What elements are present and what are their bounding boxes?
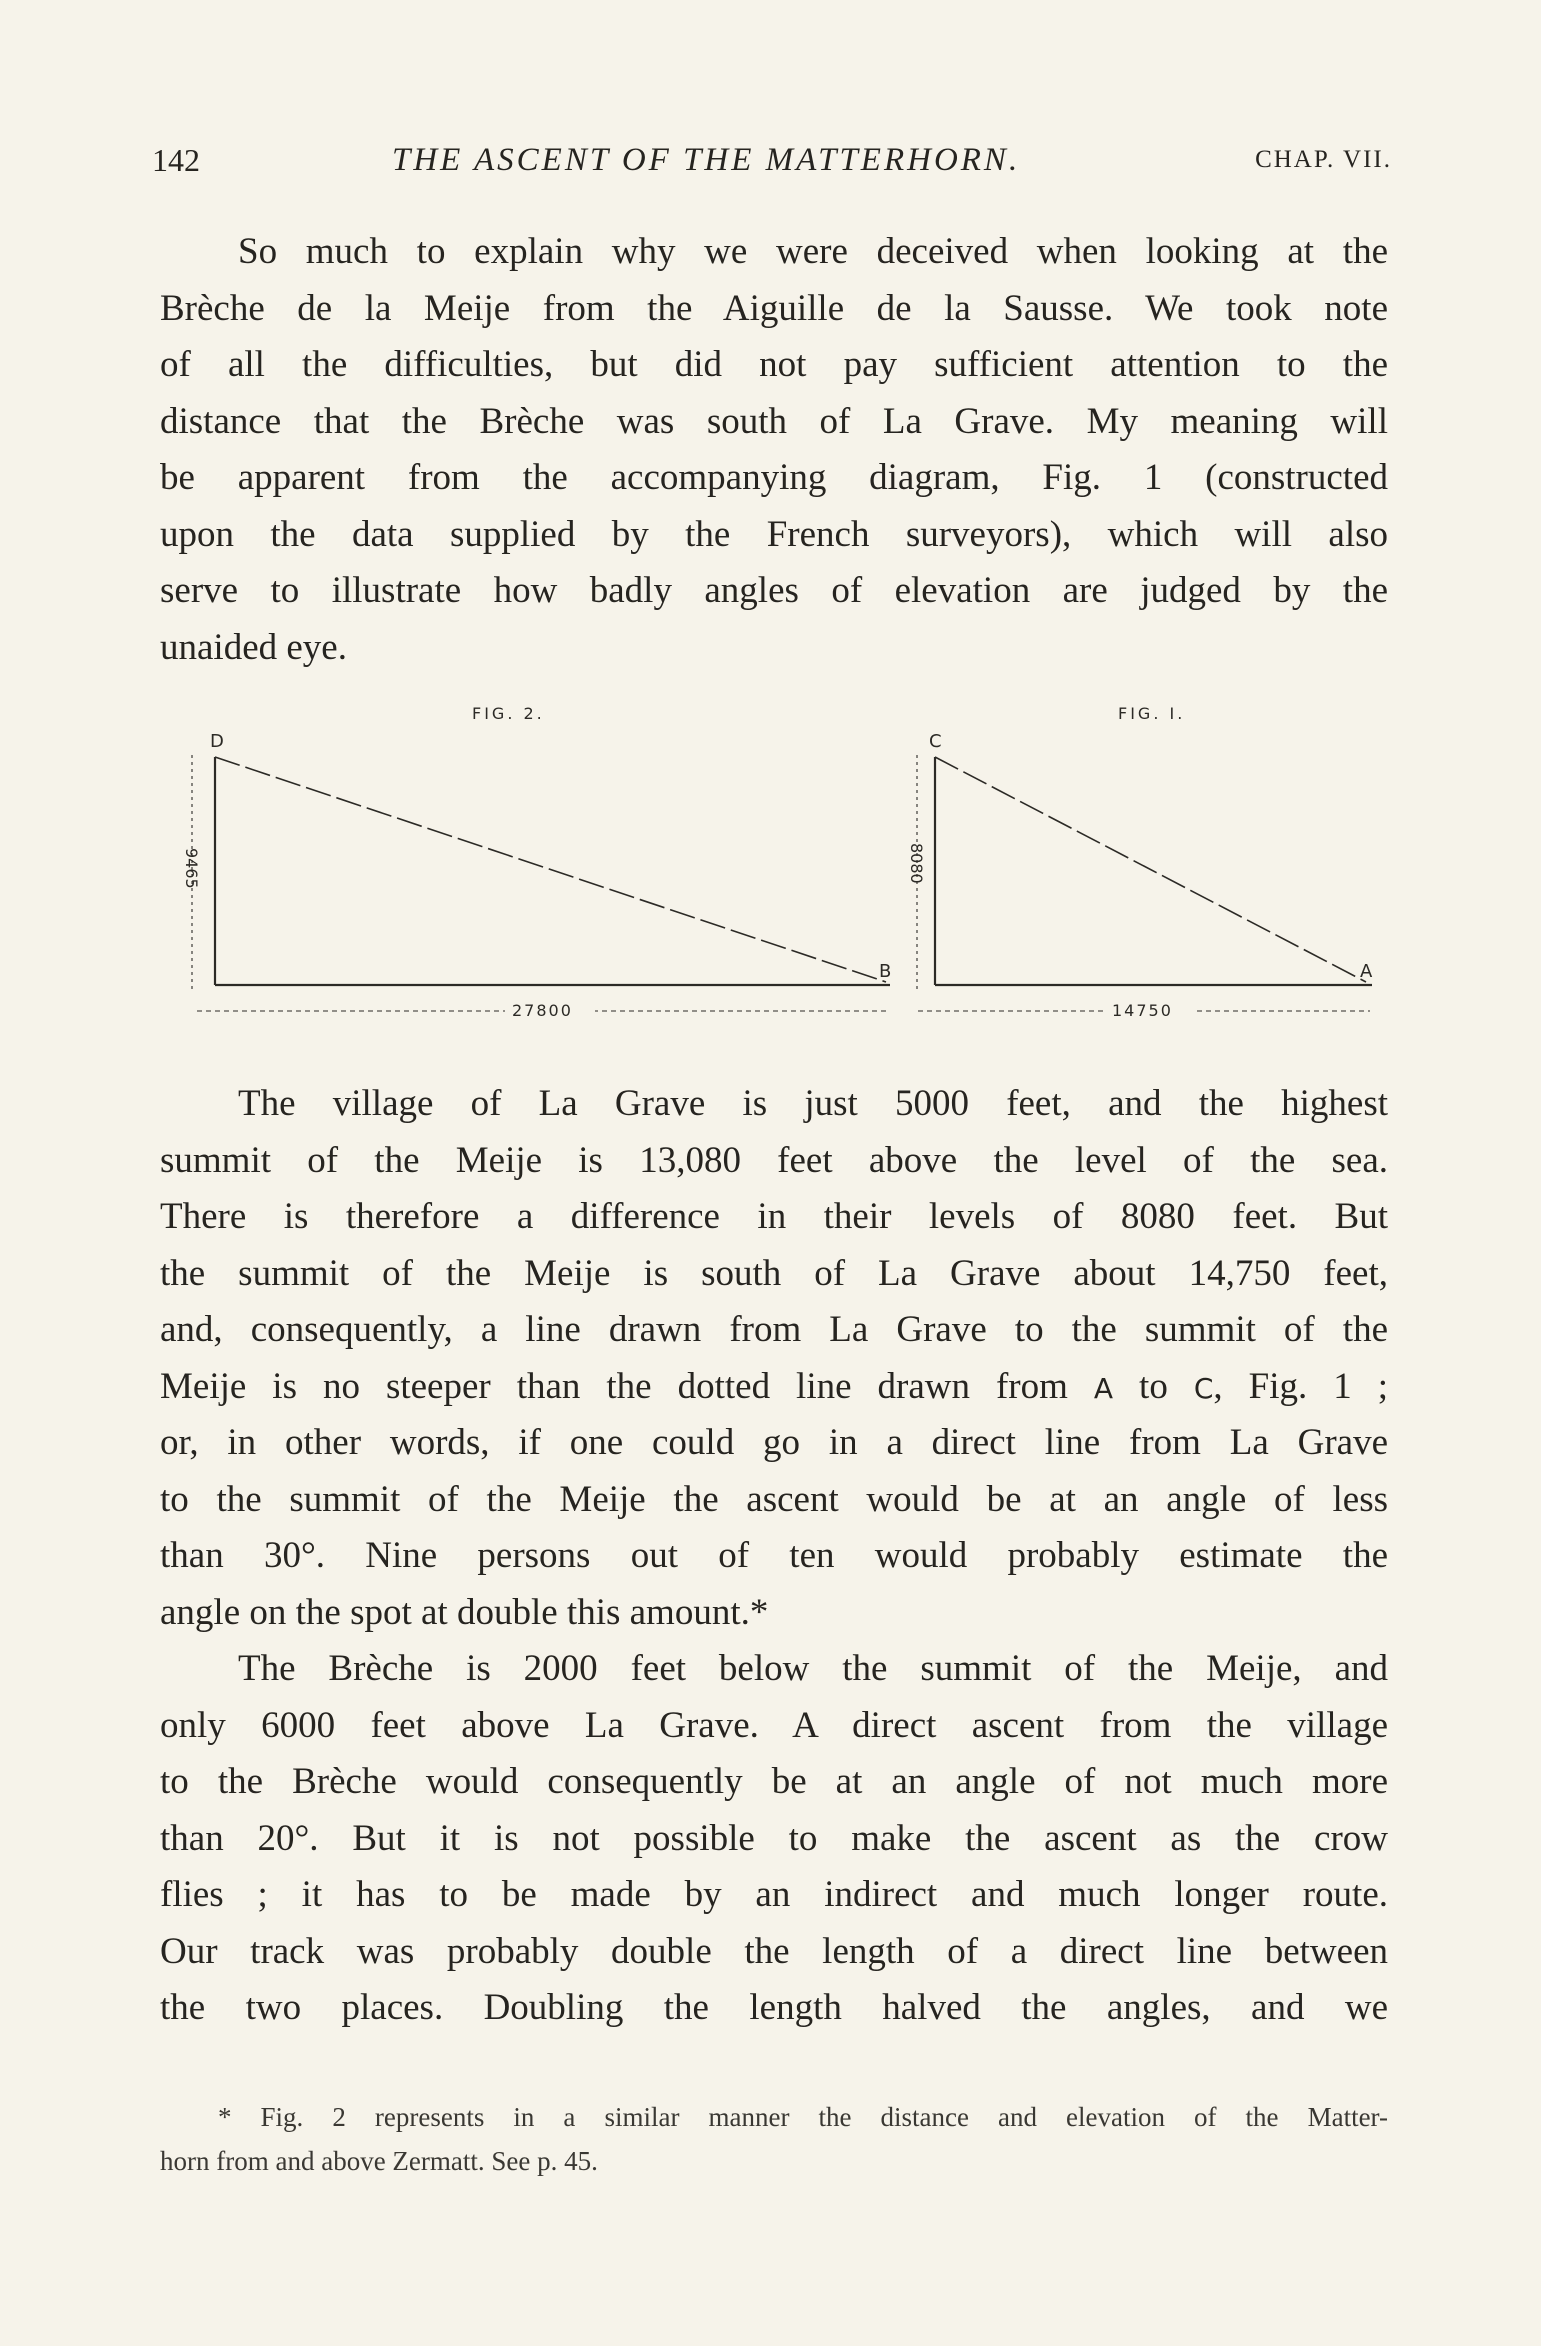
text-segment: , Fig. 1 ; (1213, 1365, 1388, 1407)
fig2-height-label: 9465 (182, 848, 201, 889)
footnote-line: * Fig. 2 represents in a similar manner the distance and elevation of the Matter- (218, 2102, 1388, 2132)
text-line: to the Brèche would consequently be at an angle of not much more (160, 1761, 1388, 1802)
text-line: angle on the spot at double this amount.* (160, 1591, 769, 1633)
fig2-slope-line (215, 757, 886, 982)
fig2-label-b: B (879, 961, 892, 982)
text-line: The Brèche is 2000 feet below the summit of the Meije, and (238, 1648, 1388, 1689)
text-line: Brèche de la Meije from the Aiguille de la Sausse. We took note (160, 287, 1388, 329)
text-line: be apparent from the accompanying diagram, Fig. 1 (constructed (160, 457, 1388, 498)
text-line: the summit of the Meije is south of La Grave about 14,750 feet, (160, 1252, 1388, 1294)
text-line: So much to explain why we were deceived when looking at the (238, 231, 1388, 272)
page-number: 142 (152, 142, 200, 178)
fig2-caption: FIG. 2. (472, 704, 545, 723)
chapter-label: CHAP. VII. (1255, 146, 1392, 173)
fig1-label-a: A (1360, 961, 1373, 982)
label-c: C (1193, 1371, 1214, 1405)
fig2-label-d: D (210, 731, 224, 752)
running-title: THE ASCENT OF THE MATTERHORN. (392, 142, 1021, 178)
text-line: only 6000 feet above La Grave. A direct ascent from the village (160, 1704, 1388, 1746)
text-segment: Meije is no steeper than the dotted line drawn from (160, 1365, 1094, 1407)
fig1-height-label: 8080 (907, 843, 926, 884)
text-line: of all the difficulties, but did not pay sufficient attention to the (160, 344, 1388, 385)
fig1-caption: FIG. I. (1118, 704, 1186, 723)
text-segment: to (1113, 1365, 1194, 1407)
paragraph-3 (160, 1641, 1388, 2037)
footnote-line: horn from and above Zermatt. See p. 45. (160, 2146, 598, 2176)
fig1-base-label: 14750 (1112, 1001, 1173, 1020)
paragraph-2 (160, 1076, 1388, 1641)
text-line: summit of the Meije is 13,080 feet above the level of the sea. (160, 1139, 1388, 1181)
text-line: than 30°. Nine persons out of ten would probably estimate the (160, 1535, 1388, 1576)
text-line: Our track was probably double the length of a direct line between (160, 1930, 1388, 1972)
text-line: flies ; it has to be made by an indirect and much longer route. (160, 1874, 1388, 1915)
fig1-slope-line (935, 757, 1366, 982)
text-line: or, in other words, if one could go in a direct line from La Grave (160, 1422, 1388, 1463)
elevation-diagram (0, 0, 1541, 1060)
text-line: The village of La Grave is just 5000 feet, and the highest (238, 1083, 1388, 1124)
fig2-base-label: 27800 (512, 1001, 573, 1020)
text-line: unaided eye. (160, 626, 347, 668)
fig1-label-c: C (929, 731, 942, 752)
text-line: and, consequently, a line drawn from La Grave to the summit of the (160, 1309, 1388, 1350)
text-line: than 20°. But it is not possible to make the ascent as the crow (160, 1817, 1388, 1859)
text-line: serve to illustrate how badly angles of elevation are judged by the (160, 570, 1388, 611)
footnote (160, 2095, 1388, 2183)
text-line: There is therefore a difference in their levels of 8080 feet. But (160, 1196, 1388, 1237)
text-line-with-labels (160, 1359, 1388, 1416)
text-line: the two places. Doubling the length halved the angles, and we (160, 1987, 1388, 2028)
text-line: upon the data supplied by the French surveyors), which will also (160, 513, 1388, 555)
label-a: A (1093, 1371, 1114, 1405)
text-line: to the summit of the Meije the ascent would be at an angle of less (160, 1478, 1388, 1520)
text-line: distance that the Brèche was south of La Grave. My meaning will (160, 400, 1388, 442)
